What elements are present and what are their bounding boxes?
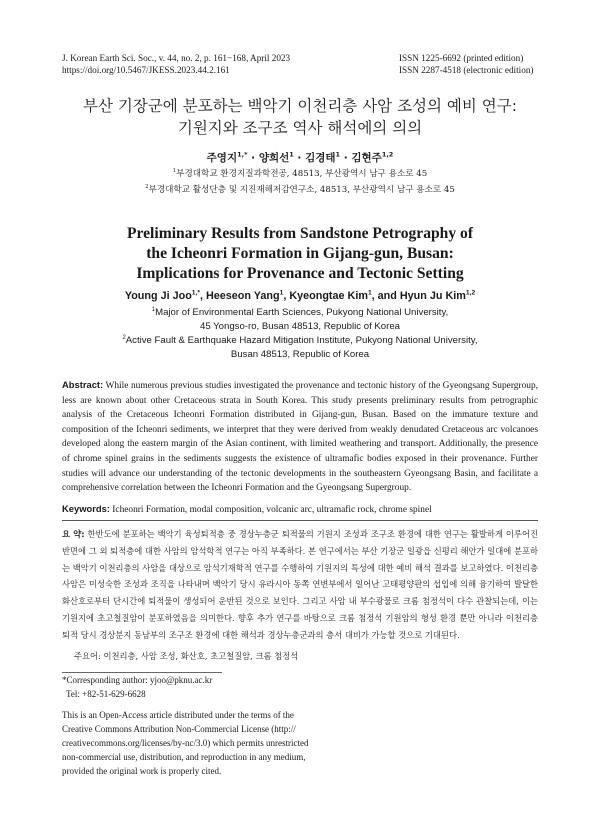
- english-title-line2: the Icheonri Formation in Gijang-gun, Busan:: [146, 245, 454, 262]
- english-author-4: Hyun Ju Kim$^{1,2}$: [399, 289, 476, 302]
- english-author-3: Kyeongtae Kim$^1$: [289, 289, 372, 302]
- korean-author-2: 양희선$^1$: [258, 150, 294, 164]
- license-line1: This is an Open-Access article distributed under the terms of the: [62, 710, 294, 720]
- journal-citation: J. Korean Earth Sci. Soc., v. 44, no. 2, p. 161−168, April 2023: [62, 53, 291, 63]
- license-line2: Creative Commons Attribution Non-Commercial License (http://: [62, 724, 296, 734]
- license-line4: non-commercial use, distribution, and reproduction in any medium,: [62, 752, 306, 762]
- english-author-2: Heeseon Yang$^1$: [205, 289, 284, 302]
- keywords: [62, 502, 538, 517]
- license-line5: provided the original work is properly cited.: [62, 766, 222, 776]
- english-affiliation-1: $^1$Major of Environmental Earth Sciences, Pukyong National University,: [151, 306, 449, 318]
- english-author-1: Young Ji Joo$^{1,*}$: [124, 289, 200, 302]
- korean-keywords-text: 이천리층, 사암 조성, 화산호, 초고철질암, 크롬 첨정석: [100, 651, 299, 661]
- section-divider: [62, 520, 538, 521]
- korean-keywords: [74, 649, 534, 663]
- doi-link[interactable]: https://doi.org/10.5467/JKESS.2023.44.2.161: [62, 65, 230, 75]
- korean-abstract-label: 요 약:: [62, 529, 85, 539]
- author-separator: ·: [293, 152, 306, 164]
- english-title-line3: Implications for Provenance and Tectonic Setting: [136, 265, 464, 282]
- corresponding-author[interactable]: *Corresponding author: yjoo@pknu.ac.kr: [62, 675, 213, 685]
- author-separator: ,: [283, 290, 290, 302]
- korean-title-line2: 기원지와 조구조 역사 해석에의 의의: [177, 119, 423, 137]
- abstract-label: Abstract:: [62, 379, 104, 390]
- issn-print: ISSN 1225-6692 (printed edition): [399, 53, 524, 63]
- korean-title-line1: 부산 기장군에 분포하는 백악기 이천리층 사암 조성의 예비 연구:: [83, 97, 517, 115]
- issn-electronic: ISSN 2287-4518 (electronic edition): [399, 65, 534, 75]
- license-line3[interactable]: creativecommons.org/licenses/by-nc/3.0) which permits unrestricted: [62, 738, 309, 748]
- korean-abstract: [62, 526, 538, 644]
- author-separator: ·: [247, 152, 259, 164]
- author-separator: ,: [199, 290, 206, 302]
- english-affiliation-2-address: Busan 48513, Republic of Korea: [230, 349, 370, 360]
- korean-keywords-label: 주요어:: [74, 651, 101, 661]
- keywords-label: Keywords:: [62, 503, 110, 514]
- english-affiliation-1-address: 45 Yongso-ro, Busan 48513, Republic of Korea: [199, 321, 401, 332]
- korean-author-1: 주영지$^{1,*}$: [206, 150, 248, 164]
- korean-authors: [0, 150, 600, 165]
- korean-abstract-text: 한반도에 분포하는 백악기 육성퇴적층 중 경상누층군 퇴적물의 기원지 조성과 조구조 환경에 대한 연구는 활발하게 이루어진 반면에 그 외 퇴적층에 대한 사암의 암석학적 연구는 아직 부족하다. 본 연구에서는 부산 기장군 일광읍 신평리 해안가 일대에 분포하는 백악기 이천리층의 사암을 대상으로 암석기재학적 연구를 수행하여 기원지의 특성에 대한 예비 해석 결과를 보고하였다. 이천리층 사암은 미성숙한 조성과 조직을 나타내며 백악기 당시 유라시아 동쪽 연변부에서 일어난 고태평양판의 섭입에 의해 융기하여 발달한 화산호로부터 단시간에 퇴적물이 생성되어 운반된 것으로 보인다. 그리고 사암 내 부수광물로 크롬 첨정석이 다수 관찰되는데, 이는 기원지에 초고철질암이 분포하였음을 의미한다. 향후 추가 연구를 바탕으로 크롬 첨정석 기원암의 형성 환경 뿐만 아니라 이천리층 퇴적 당시 경상분지 동남부의 조구조 환경에 대한 해석과 경상누층군과의 층서 대비가 가능할 것으로 기대된다.: [62, 529, 538, 640]
- english-affiliation-2: $^2$Active Fault & Earthquake Hazard Mitigation Institute, Pukyong National University,: [122, 334, 478, 346]
- keywords-text: Icheonri Formation, modal composition, volcanic arc, ultramafic rock, chrome spinel: [109, 505, 432, 515]
- abstract: [62, 378, 538, 496]
- abstract-text: While numerous previous studies investigated the provenance and tectonic history of the Gyeongsang Supergroup, less are known about other Cretaceous strata in South Korea. This study presents preliminary results from petrographic analysis of the Cretaceous Icheonri Formation distributed in Gijang-gun, Busan. Based on the immature texture and composition of the Icheonri sediments, we interpret that they were derived from weakly denudated Cretaceous arc volcanoes developed along the eastern margin of the Asian continent, with limited weathering and transport. Additionally, the presence of chrome spinel grains in the sediments suggests the existence of ultramafic bodies exposed in their provenance. Further studies will advance our understanding of the tectonic developments in the southeastern Gyeongsang Basin, and facilitate a comprehensive correlation between the Icheonri Formation and the Gyeongsang Supergroup.: [62, 381, 538, 494]
- korean-affiliation-2: $^2$부경대학교 활성단층 및 지진재해저감연구소, 48513, 부산광역시 남구 용소로 45: [145, 184, 455, 195]
- korean-author-4: 김현주$^{1,2}$: [351, 150, 394, 164]
- corresponding-telephone: Tel: +82-51-629-6628: [66, 689, 146, 699]
- korean-author-3: 김경태$^1$: [305, 150, 341, 164]
- english-authors: [0, 290, 600, 302]
- author-separator: , and: [371, 290, 400, 302]
- korean-affiliation-1: $^1$부경대학교 환경지질과학전공, 48513, 부산광역시 남구 용소로 45: [172, 168, 428, 179]
- english-title-line1: Preliminary Results from Sandstone Petrography of: [126, 225, 474, 242]
- footnote-divider: [62, 672, 222, 673]
- author-separator: ·: [340, 152, 352, 164]
